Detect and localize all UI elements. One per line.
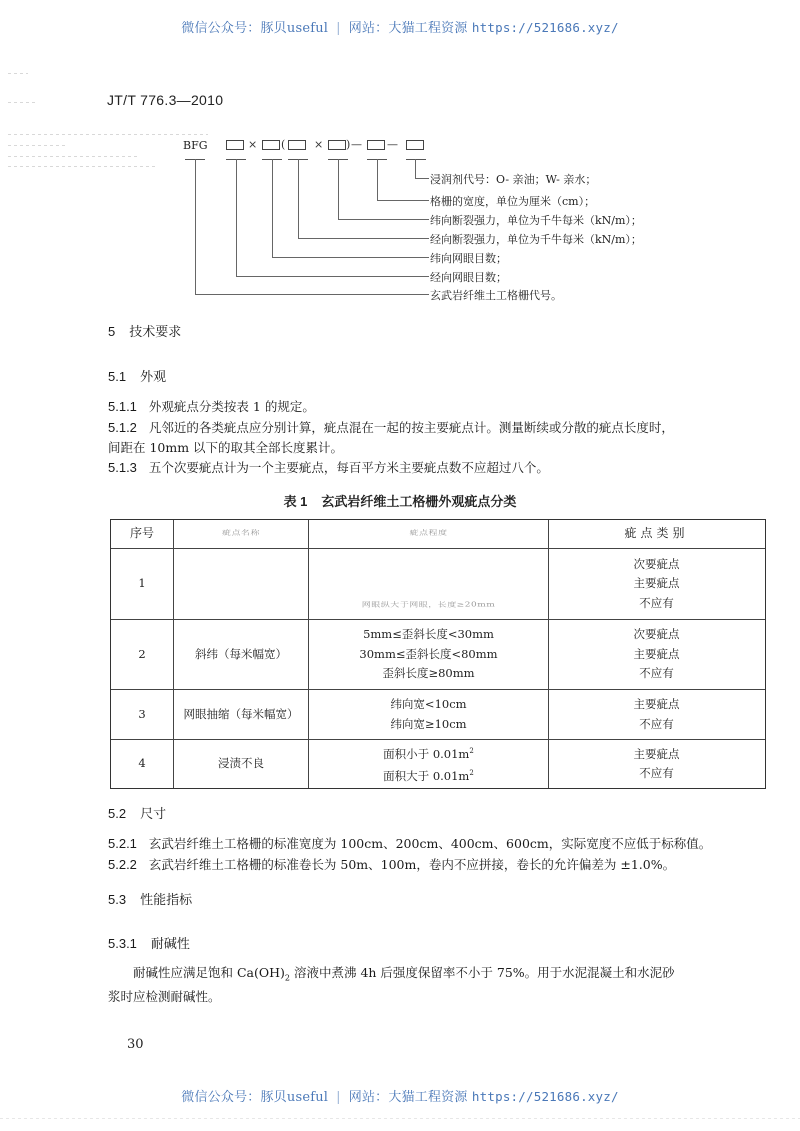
scan-artifact [8,166,158,167]
times-symbol: × [248,138,258,151]
header-degree: 疵点程度 [308,520,548,548]
page-number: 30 [127,1037,144,1052]
section-5-heading: 5 技术要求 [108,324,182,339]
clause-5-3-1-body: 耐碱性应满足饱和 $Ca(OH)_2$ 溶液中煮沸 4h 后强度保留率不小于 75%。用于水泥混凝土和水泥砂 [133,965,675,983]
header-no: 序号 [129,526,154,541]
code-slot-warp-mesh [226,140,244,150]
document-id: JT/T 776.3—2010 [107,92,224,108]
bottom-watermark [0,1086,800,1105]
code-slot-weft-strength [328,140,346,150]
legend-sizing-agent: 浸润剂代号：O- 亲油；W- 亲水； [430,173,597,186]
clause-5-1-2: 5.1.2 凡邻近的各类疵点应分别计算，疵点混在一起的按主要疵点计。测量断续或分散的疵点长度时， [108,420,674,435]
clause-5-1-2-cont: 间距在 10mm 以下的取其全部长度累计。 [108,440,344,455]
section-5-1-heading: 5.1 外观 [108,369,167,384]
clause-5-1-1: 5.1.1 外观疵点分类按表 1 的规定。 [108,399,315,414]
top-watermark [0,17,800,36]
scan-artifact [8,73,28,74]
clause-5-2-1: 5.2.1 玄武岩纤维土工格栅的标准宽度为 100cm、200cm、400cm、600cm，实际宽度不应低于标称值。 [108,836,712,851]
table-row: 2 斜纬（每米幅宽） 5mm≤歪斜长度<30mm 30mm≤歪斜长度<80mm 歪斜长度≥80mm 次要疵点 主要疵点 不应有 [111,619,765,689]
legend-width: 格栅的宽度，单位为厘米（cm）； [430,195,596,208]
code-slot-width [367,140,385,150]
legend-weft-strength: 纬向断裂强力，单位为千牛每米（kN/m）； [430,214,642,227]
product-code-diagram [183,137,703,307]
dash-symbol: — [351,138,362,151]
code-prefix: BFG [183,139,208,152]
right-paren: ) [346,138,351,151]
watermark-url[interactable]: https://521686.xyz/ [471,1089,619,1104]
watermark-wechat: 微信公众号：豚贝useful [181,1090,329,1105]
section-5-3-1-heading: 5.3.1 耐碱性 [108,936,190,951]
legend-weft-mesh: 纬向网眼目数； [430,252,507,265]
code-slot-weft-mesh [262,140,280,150]
table-row: 3 网眼抽缩（每米幅宽） 纬向宽<10cm 纬向宽≥10cm 主要疵点 不应有 [111,689,765,739]
scan-artifact [8,102,38,103]
legend-warp-strength: 经向断裂强力，单位为千牛每米（kN/m）； [430,233,642,246]
watermark-wechat: 微信公众号：豚贝useful [181,21,329,36]
header-category: 疵点类别 [548,520,764,548]
defect-classification-table [110,519,766,789]
scan-artifact [0,1118,800,1119]
watermark-site: 网站：大猫工程资源 [348,1090,468,1105]
clause-5-1-3: 5.1.3 五个次要疵点计为一个主要疵点，每百平方米主要疵点数不应超过八个。 [108,460,549,475]
clause-5-2-2: 5.2.2 玄武岩纤维土工格栅的标准卷长为 50m、100m，卷内不应拼接，卷长的允许偏差为 ±1.0%。 [108,857,676,872]
times-symbol: × [314,138,324,151]
watermark-separator: | [336,1090,341,1105]
table-row: 4 浸渍不良 面积小于 $0.01m^2$ 面积大于 $0.01m^2$ 主要疵点 不应有 [111,739,765,788]
table-header-row [111,520,765,548]
scan-artifact [8,145,68,146]
watermark-url[interactable]: https://521686.xyz/ [471,20,619,35]
table-row: 1 网眼纵大于网眼，长度≥20mm 次要疵点 主要疵点 不应有 [111,548,765,619]
table-1-caption: 表 1 玄武岩纤维土工格栅外观疵点分类 [283,494,517,509]
left-paren: ( [281,138,286,151]
legend-warp-mesh: 经向网眼目数； [430,271,507,284]
section-5-2-heading: 5.2 尺寸 [108,806,167,821]
scan-artifact [8,156,138,157]
watermark-separator: | [336,21,341,36]
watermark-site: 网站：大猫工程资源 [348,21,468,36]
code-slot-warp-strength [288,140,306,150]
legend-product-code: 玄武岩纤维土工格栅代号。 [430,289,562,302]
header-name: 疵点名称 [173,520,308,548]
scan-artifact [8,134,208,135]
dash-symbol: — [387,138,398,151]
clause-5-3-1-body-cont: 浆时应检测耐碱性。 [108,989,221,1004]
code-slot-sizing-agent [406,140,424,150]
section-5-3-heading: 5.3 性能指标 [108,892,193,907]
